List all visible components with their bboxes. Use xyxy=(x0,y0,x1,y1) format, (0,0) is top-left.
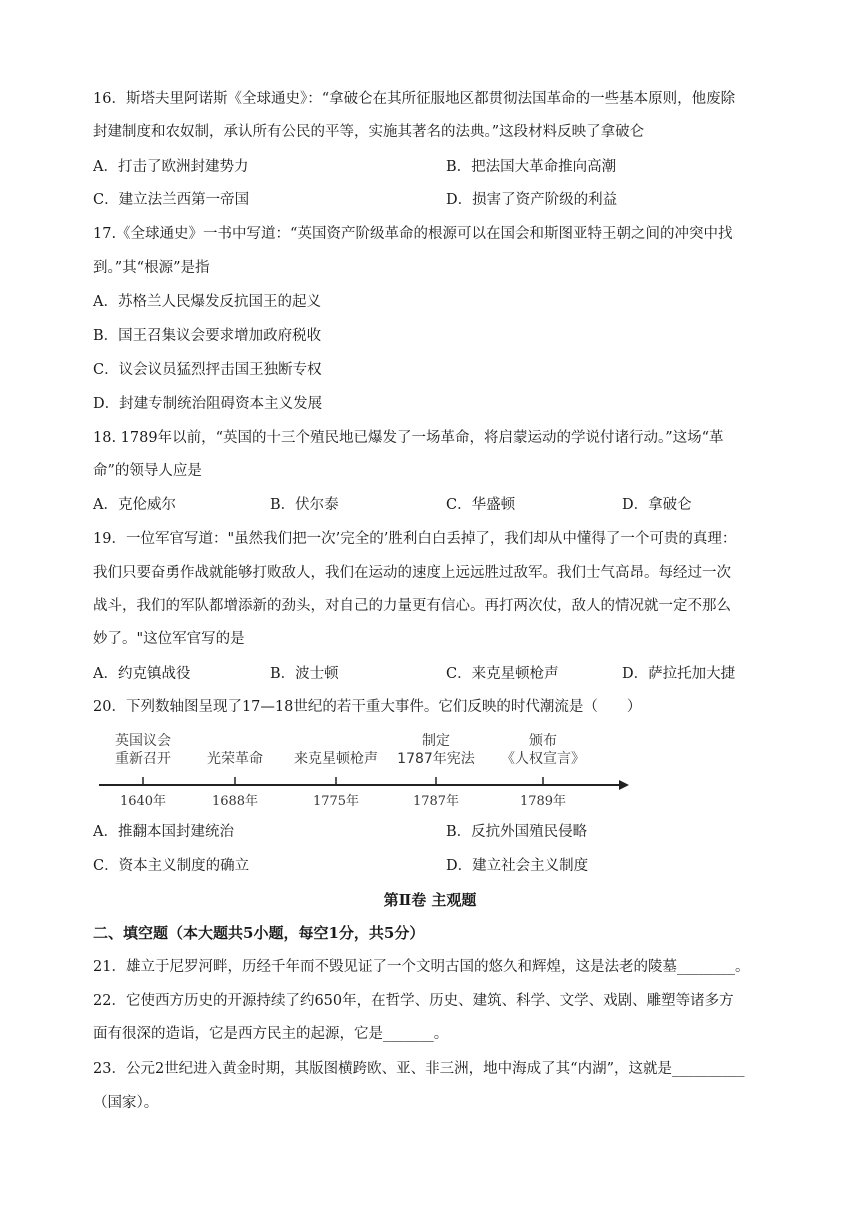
timeline-figure xyxy=(93,724,633,810)
timeline-event-1787 xyxy=(391,732,481,768)
q17-stem-line2: 到。”其“根源”是指 xyxy=(93,260,210,276)
event-1789-line1: 颁布 xyxy=(529,733,557,749)
q19-option-a: A．约克镇战役 xyxy=(93,666,191,682)
timeline-event-1775 xyxy=(281,750,391,768)
q23-stem-line2: （国家）。 xyxy=(93,1095,159,1111)
q19-option-b: B．波士顿 xyxy=(270,666,339,682)
timeline-year-1775: 1775年 xyxy=(312,794,360,809)
q20-option-d: D．建立社会主义制度 xyxy=(446,858,589,874)
q16-option-a: A．打击了欧洲封建势力 xyxy=(93,159,249,175)
event-1688-label: 光荣革命 xyxy=(207,751,263,767)
q20-option-c: C．资本主义制度的确立 xyxy=(93,858,250,874)
timeline-arrowhead xyxy=(619,780,629,790)
q23-stem-line1: 23．公元2世纪进入黄金时期，其版图横跨欧、亚、非三洲，地中海成了其“内湖”，这就是__________ xyxy=(93,1061,745,1077)
q22-stem-line1: 22．它使西方历史的开源持续了约650年，在哲学、历史、建筑、科学、文学、戏剧、雕塑等诸多方 xyxy=(93,993,734,1009)
q19-option-c: C．来克星顿枪声 xyxy=(446,666,559,682)
q16-stem-line2: 封建制度和农奴制，承认所有公民的平等，实施其著名的法典。”这段材料反映了拿破仑 xyxy=(93,124,645,140)
event-1640-line2: 重新召开 xyxy=(115,751,171,767)
q18-option-b: B．伏尔泰 xyxy=(270,497,339,513)
q22-stem-line2: 面有很深的造诣，它是西方民主的起源，它是_______。 xyxy=(93,1026,449,1042)
timeline-event-1640 xyxy=(107,732,179,768)
q18-option-d: D．拿破仑 xyxy=(622,497,692,513)
q17-option-c: C．议会议员猛烈抨击国王独断专权 xyxy=(93,362,322,378)
q17-option-b: B．国王召集议会要求增加政府税收 xyxy=(93,328,322,344)
q20-option-a: A．推翻本国封建统治 xyxy=(93,824,234,840)
q17-stem-line1: 17.《全球通史》一书中写道：“英国资产阶级革命的根源可以在国会和斯图亚特王朝之间的冲突中找 xyxy=(93,226,733,242)
q18-stem-line2: 命”的领导人应是 xyxy=(93,463,202,479)
q16-option-c: C．建立法兰西第一帝国 xyxy=(93,192,250,208)
q20-option-b: B．反抗外国殖民侵略 xyxy=(446,824,588,840)
q17-option-d: D．封建专制统治阻碍资本主义发展 xyxy=(93,396,323,412)
q19-stem-line2: 我们只要奋勇作战就能够打败敌人，我们在运动的速度上远远胜过敌军。我们士气高昂。每经过一次 xyxy=(93,565,731,581)
q16-stem-line1: 16．斯塔夫里阿诺斯《全球通史》：“拿破仑在其所征服地区都贯彻法国革命的一些基本原则，他废除 xyxy=(93,91,736,107)
event-1787-line2: 1787年宪法 xyxy=(397,751,475,767)
section2-title: 第Ⅱ卷 主观题 xyxy=(383,891,477,909)
q16-option-b: B．把法国大革命推向高潮 xyxy=(446,159,617,175)
q16-option-d: D．损害了资产阶级的利益 xyxy=(446,192,618,208)
q18-stem-line1: 18. 1789年以前，“英国的十三个殖民地已爆发了一场革命，将启蒙运动的学说付诸行动。”这场“革 xyxy=(93,430,724,446)
event-1787-line1: 制定 xyxy=(422,733,450,749)
timeline-event-1789 xyxy=(488,732,598,768)
q19-option-d: D．萨拉托加大捷 xyxy=(622,666,736,682)
timeline-year-1787: 1787年 xyxy=(412,794,460,809)
event-1789-line2: 《人权宣言》 xyxy=(501,751,585,767)
timeline-year-1789: 1789年 xyxy=(519,794,567,809)
event-1775-label: 来克星顿枪声 xyxy=(294,751,378,767)
event-1640-line1: 英国议会 xyxy=(115,733,171,749)
timeline-event-1688 xyxy=(195,750,275,768)
timeline-year-1640: 1640年 xyxy=(119,794,167,809)
q18-option-c: C．华盛顿 xyxy=(446,497,516,513)
timeline-year-1688: 1688年 xyxy=(211,794,259,809)
q19-stem-line4: 妙了。"这位军官写的是 xyxy=(93,631,245,647)
q20-stem: 20．下列数轴图呈现了17—18世纪的若干重大事件。它们反映的时代潮流是（ ） xyxy=(93,699,642,715)
q19-stem-line1: 19．一位军官写道："虽然我们把一次’完全的’胜利白白丢掉了，我们却从中懂得了一个可贵的真理： xyxy=(93,531,737,547)
q17-option-a: A．苏格兰人民爆发反抗国王的起义 xyxy=(93,294,321,310)
q21-stem: 21．雄立于尼罗河畔，历经千年而不毁见证了一个文明古国的悠久和辉煌，这是法老的陵墓________。 xyxy=(93,959,750,975)
q19-stem-line3: 战斗，我们的军队都增添新的劲头，对自己的力量更有信心。再打两次仗，敌人的情况就一定不那么 xyxy=(93,598,731,614)
q18-option-a: A．克伦威尔 xyxy=(93,497,176,513)
section2-subtitle: 二、填空题（本大题共5小题，每空1分，共5分） xyxy=(93,924,425,942)
